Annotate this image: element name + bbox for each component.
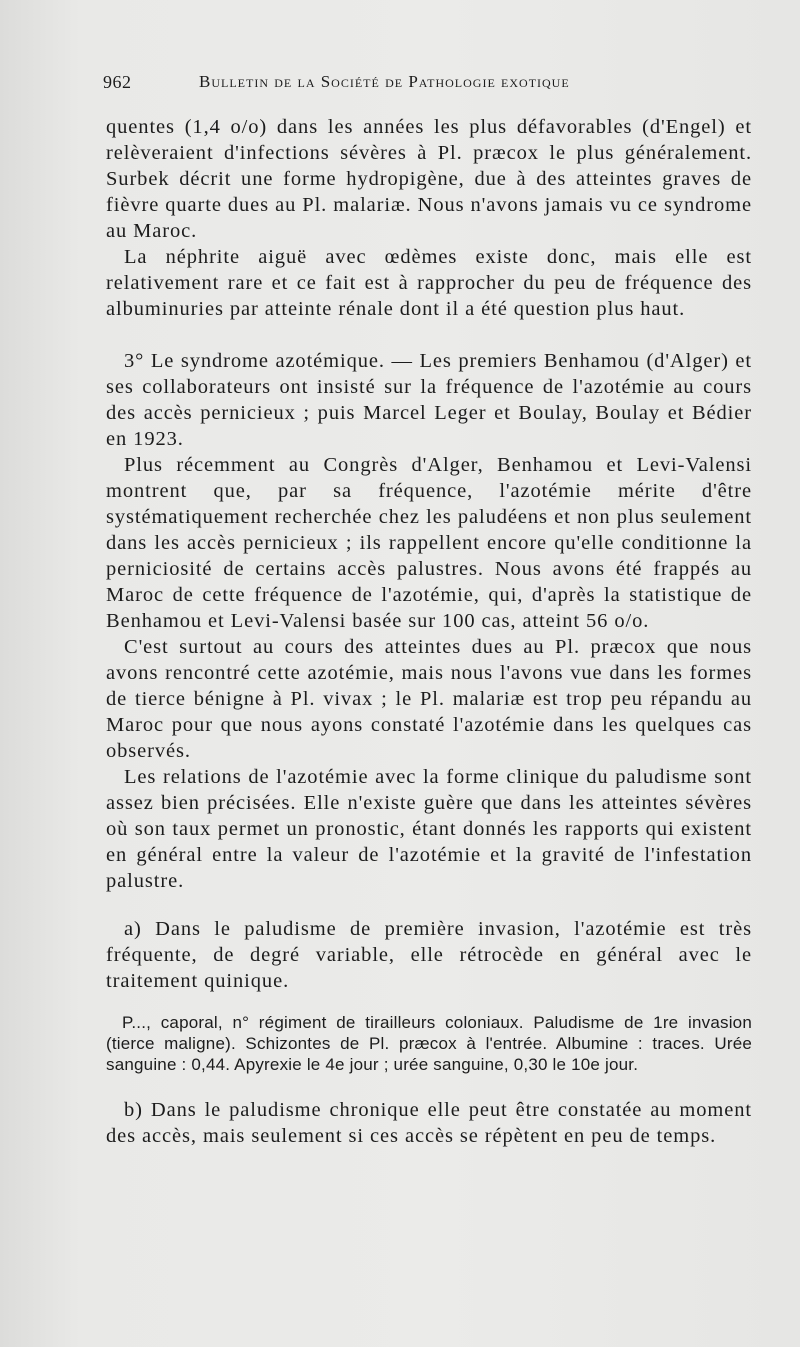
section-heading-paragraph: 3° Le syndrome azotémique. — Les premiers Benhamou (d'Alger) et ses collaborateurs ont insisté sur la fréquence de l'azotémie au cours des accès pernicieux ; puis Marcel Leger et Boulay, Boulay et Bédier en 1923. xyxy=(106,350,752,450)
body-text xyxy=(106,114,752,1149)
case-observation: P..., caporal, n° régiment de tirailleurs coloniaux. Paludisme de 1re invasion (tierce maligne). Schizontes de Pl. præcox à l'entrée. Albumine : traces. Urée sanguine : 0,44. Apyrexie le 4e jour ; urée sanguine, 0,30 le 10e jour. xyxy=(106,1013,752,1074)
paragraph-2: La néphrite aiguë avec œdèmes existe donc, mais elle est relativement rare et ce fait est à rapprocher du peu de fréquence des albuminuries par atteinte rénale dont il a été question plus haut. xyxy=(106,246,752,320)
paragraph-1: quentes (1,4 o/o) dans les années les plus défavorables (d'Engel) et relèveraient d'infections sévères à Pl. præcox le plus généralement. Surbek décrit une forme hydropigène, due à des atteintes graves de fièvre quarte dues au Pl. malariæ. Nous n'avons jamais vu ce syndrome au Maroc. xyxy=(106,116,752,242)
paragraph-5: C'est surtout au cours des atteintes dues au Pl. præcox que nous avons rencontré cette azotémie, mais nous l'avons vue dans les formes de tierce bénigne à Pl. vivax ; le Pl. malariæ est trop peu répandu au Maroc pour que nous ayons constaté l'azotémie dans les quelques cas observés. xyxy=(106,636,752,762)
page-header xyxy=(103,72,703,98)
paragraph-7: a) Dans le paludisme de première invasion, l'azotémie est très fréquente, de degré variable, elle rétrocède en général avec le traitement quinique. xyxy=(106,918,752,992)
running-title: Bulletin de la Société de Pathologie exotique xyxy=(199,72,570,91)
paragraph-4: Plus récemment au Congrès d'Alger, Benhamou et Levi-Valensi montrent que, par sa fréquence, l'azotémie mérite d'être systématiquement recherchée chez les paludéens et non plus seulement dans les accès pernicieux ; ils rappellent encore qu'elle conditionne la perniciosité de certains accès palustres. Nous avons été frappés au Maroc de cette fréquence de l'azotémie, qui, d'après la statistique de Benhamou et Levi-Valensi basée sur 100 cas, atteint 56 o/o. xyxy=(106,454,752,632)
paragraph-9: b) Dans le paludisme chronique elle peut être constatée au moment des accès, mais seulement si ces accès se répètent en peu de temps. xyxy=(106,1099,752,1147)
page-number: 962 xyxy=(103,72,132,92)
paragraph-6: Les relations de l'azotémie avec la forme clinique du paludisme sont assez bien précisées. Elle n'existe guère que dans les atteintes sévères où son taux permet un pronostic, étant donnés les rapports qui existent en général entre la valeur de l'azotémie et la gravité de l'infestation palustre. xyxy=(106,766,752,892)
